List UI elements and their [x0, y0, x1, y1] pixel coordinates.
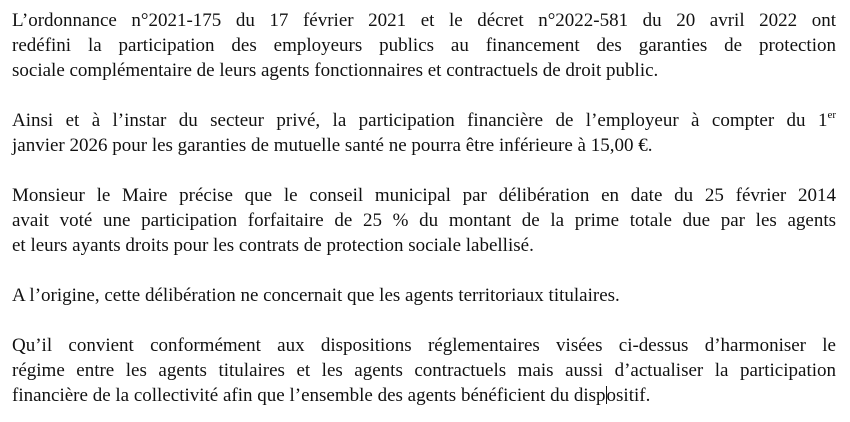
- text-line: Monsieur le Maire précise que le conseil municipal par délibération en date du 25 février 2014: [12, 185, 836, 206]
- text-line: Qu’il convient conformément aux dispositions réglementaires visées ci-dessus d’harmoniser le: [12, 335, 836, 356]
- text-line: A l’origine, cette délibération ne concernait que les agents territoriaux titulaires.: [12, 285, 620, 306]
- text-line: avait voté une participation forfaitaire de 25 % du montant de la prime totale due par les agents: [12, 210, 836, 231]
- text-segment: financière de la collectivité afin que l’ensemble des agents bénéficient du disp: [12, 385, 606, 406]
- text-line: L’ordonnance n°2021-175 du 17 février 2021 et le décret n°2022-581 du 20 avril 2022 ont: [12, 10, 836, 31]
- text-segment: ositif.: [606, 385, 651, 406]
- paragraph-origine: [12, 283, 836, 308]
- superscript-er: er: [827, 108, 836, 121]
- paragraph-deliberation: [12, 183, 836, 258]
- paragraph-ordonnance: [12, 8, 836, 83]
- text-line: [12, 108, 836, 133]
- text-line: régime entre les agents titulaires et les agents contractuels mais aussi d’actualiser la participation: [12, 360, 836, 381]
- text-line: [12, 383, 836, 408]
- text-line: sociale complémentaire de leurs agents fonctionnaires et contractuels de droit public.: [12, 60, 659, 81]
- text-line: et leurs ayants droits pour les contrats de protection sociale labellisé.: [12, 235, 534, 256]
- paragraph-harmonisation: [12, 333, 836, 408]
- text-segment: Ainsi et à l’instar du secteur privé, la participation financière de l’employeur à compter du 1: [12, 110, 828, 131]
- text-line: janvier 2026 pour les garanties de mutuelle santé ne pourra être inférieure à 15,00 €.: [12, 135, 653, 156]
- text-line: redéfini la participation des employeurs publics au financement des garanties de protection: [12, 35, 836, 56]
- paragraph-participation: [12, 108, 836, 158]
